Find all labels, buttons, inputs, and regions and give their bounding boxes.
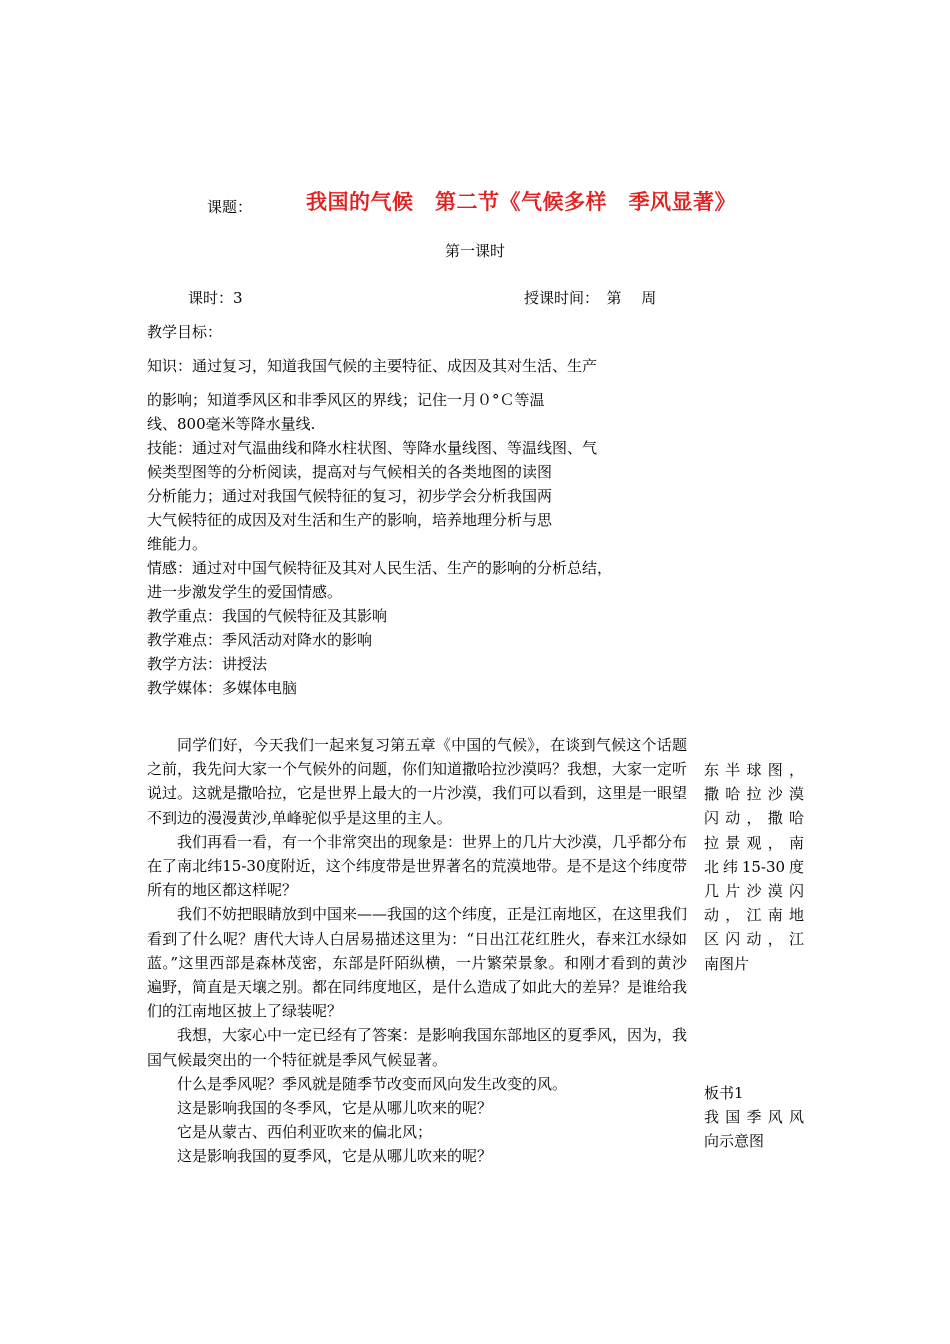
objective-line: 技能：通过对气温曲线和降水柱状图、等降水量线图、等温线图、气 xyxy=(147,439,598,457)
lesson-subtitle: 第一课时 xyxy=(444,242,505,260)
objective-line: 的影响；知道季风区和非季风区的界线；记住一月０°Ｃ等温 xyxy=(147,391,545,409)
side-note-line: 板书1 xyxy=(704,1084,744,1102)
side-note-line: 动，江南地 xyxy=(704,906,804,925)
paragraph: 我们再看一看，有一个非常突出的现象是：世界上的几片大沙漠，几乎都分布在了南北纬15-30度附近，这个纬度带是世界著名的荒漠地带。是不是这个纬度带所有的地区都这样呢？ xyxy=(147,832,688,900)
side-note-line: 撒哈拉沙漠 xyxy=(704,785,804,804)
paragraph: 我们不妨把眼睛放到中国来——我国的这个纬度，正是江南地区，在这里我们看到了什么呢？唐代大诗人白居易描述这里为：“日出江花红胜火，春来江水绿如蓝。”这里西部是森林茂密，东部是阡陌纵横，一片繁荣景象。和刚才看到的黄沙遍野，简直是天壤之别。都在同纬度地区，是什么造成了如此大的差异？是谁给我们的江南地区披上了绿装呢？ xyxy=(147,905,688,1021)
paragraph: 我想，大家心中一定已经有了答案：是影响我国东部地区的夏季风，因为，我国气候最突出的一个特征就是季风气候显著。 xyxy=(147,1026,688,1069)
objective-line: 教学媒体：多媒体电脑 xyxy=(147,679,298,697)
paragraph: 这是影响我国的夏季风，它是从哪儿吹来的呢？ xyxy=(177,1147,493,1166)
objective-line: 进一步激发学生的爱国情感。 xyxy=(147,583,343,601)
side-note-line: 拉景观，南 xyxy=(704,833,804,852)
objective-line: 教学目标： xyxy=(147,323,223,341)
objective-line: 维能力。 xyxy=(147,535,208,553)
side-note-line: 区闪动，江 xyxy=(704,930,804,949)
class-time: 授课时间： 第 周 xyxy=(524,289,657,307)
side-note-media xyxy=(704,758,804,976)
paragraph: 它是从蒙古、西伯利亚吹来的偏北风； xyxy=(177,1123,433,1142)
side-note-line: 闪动，撒哈 xyxy=(704,809,804,828)
class-hours: 课时：3 xyxy=(188,289,243,307)
objective-line: 大气候特征的成因及对生活和生产的影响，培养地理分析与思 xyxy=(147,511,553,529)
side-note-line: 向示意图 xyxy=(704,1132,765,1151)
objective-line: 教学方法：讲授法 xyxy=(147,655,268,673)
paragraph: 这是影响我国的冬季风，它是从哪儿吹来的呢？ xyxy=(177,1099,493,1118)
lesson-body xyxy=(147,733,687,1169)
side-note-line: 我国季风风 xyxy=(704,1108,804,1127)
objective-line: 知识：通过复习，知道我国气候的主要特征、成因及其对生活、生产 xyxy=(147,357,598,375)
teaching-objectives xyxy=(147,320,667,700)
side-note-board xyxy=(704,1081,804,1154)
objective-line: 情感：通过对中国气候特征及其对人民生活、生产的影响的分析总结， xyxy=(147,559,613,577)
objective-line: 教学难点：季风活动对降水的影响 xyxy=(147,631,373,649)
side-note-line: 几片沙漠闪 xyxy=(704,882,804,901)
objective-line: 分析能力；通过对我国气候特征的复习，初步学会分析我国两 xyxy=(147,487,553,505)
lesson-title: 我国的气候 第二节《气候多样 季风显著》 xyxy=(306,189,736,214)
side-note-line: 东半球图， xyxy=(704,761,804,779)
objective-line: 教学重点：我国的气候特征及其影响 xyxy=(147,607,388,625)
side-note-line: 北纬15-30度 xyxy=(704,857,804,876)
side-note-line: 南图片 xyxy=(704,954,750,973)
title-label: 课题： xyxy=(207,198,253,216)
objective-line: 候类型图等的分析阅读，提高对与气候相关的各类地图的读图 xyxy=(147,463,553,481)
paragraph: 同学们好，今天我们一起来复习第五章《中国的气候》，在谈到气候这个话题之前，我先问大家一个气候外的问题，你们知道撒哈拉沙漠吗？我想，大家一定听说过。这就是撒哈拉，它是世界上最大的一片沙漠，我们可以看到，这里是一眼望不到边的漫漫黄沙,单峰驼似乎是这里的主人。 xyxy=(147,736,688,827)
paragraph: 什么是季风呢？季风就是随季节改变而风向发生改变的风。 xyxy=(177,1074,568,1093)
objective-line: 线、800毫米等降水量线. xyxy=(147,415,316,433)
